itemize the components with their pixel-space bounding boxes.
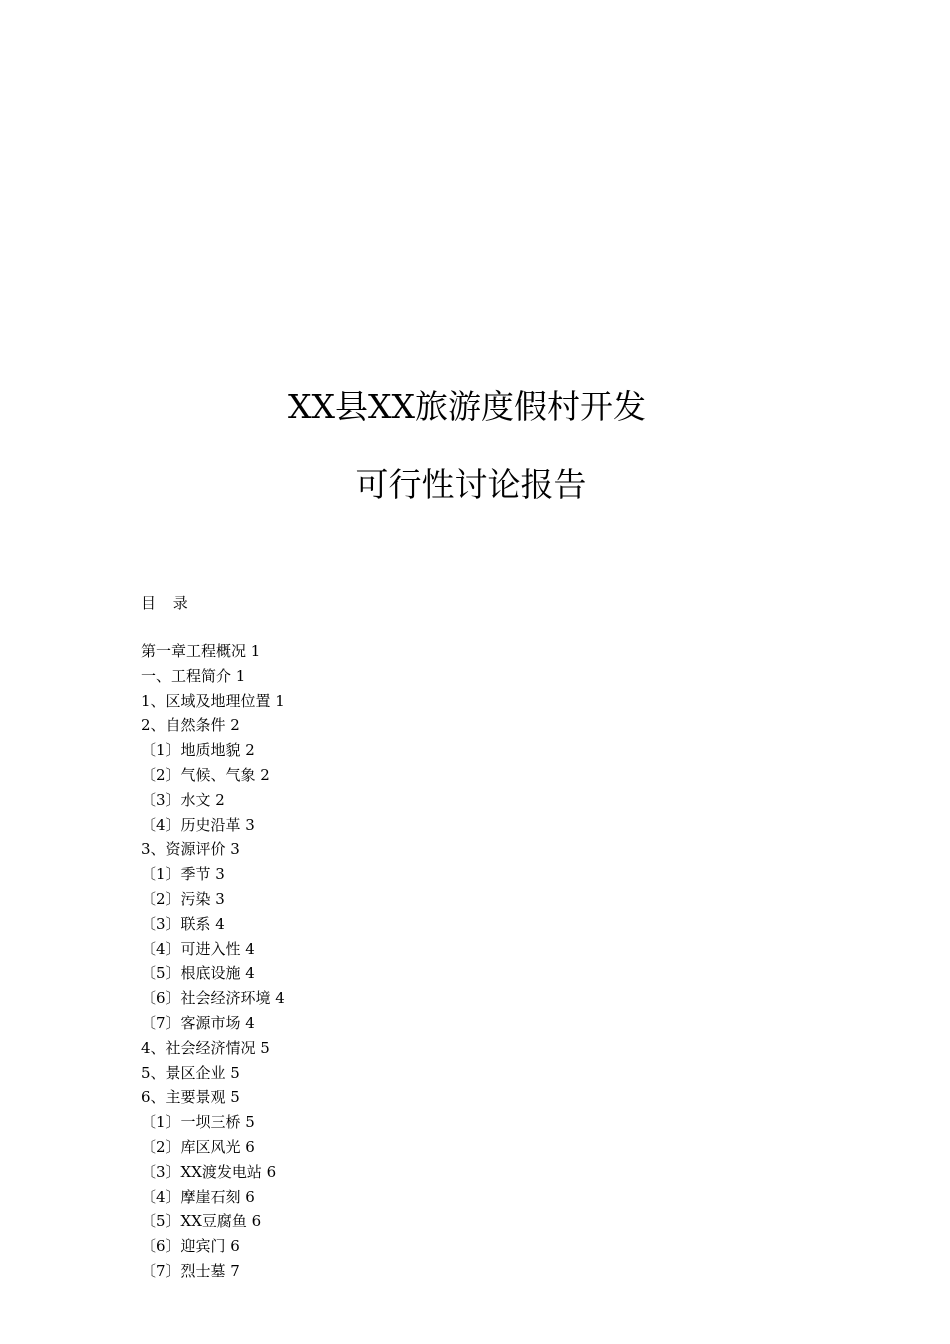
toc-entry[interactable]: 〔6〕社会经济环境 4 bbox=[141, 989, 285, 1008]
toc-entry[interactable]: 〔2〕库区风光 6 bbox=[141, 1137, 255, 1156]
toc-entry[interactable]: 6、主要景观 5 bbox=[141, 1088, 240, 1107]
table-of-contents bbox=[141, 639, 285, 1284]
toc-heading: 目 录 bbox=[141, 594, 194, 612]
toc-entry[interactable]: 4、社会经济情况 5 bbox=[141, 1038, 270, 1057]
toc-entry[interactable]: 〔5〕XX豆腐鱼 6 bbox=[141, 1212, 262, 1231]
toc-entry[interactable]: 〔3〕XX渡发电站 6 bbox=[141, 1162, 277, 1181]
toc-entry[interactable]: 〔1〕地质地貌 2 bbox=[141, 741, 255, 760]
toc-entry[interactable]: 〔2〕气候、气象 2 bbox=[141, 765, 270, 784]
toc-entry[interactable]: 2、自然条件 2 bbox=[141, 716, 240, 735]
toc-entry[interactable]: 〔1〕一坝三桥 5 bbox=[141, 1113, 255, 1132]
toc-entry[interactable]: 〔2〕污染 3 bbox=[141, 889, 225, 908]
toc-entry[interactable]: 1、区域及地理位置 1 bbox=[141, 691, 285, 710]
toc-entry[interactable]: 〔4〕历史沿革 3 bbox=[141, 815, 255, 834]
toc-entry[interactable]: 〔3〕水文 2 bbox=[141, 790, 225, 809]
toc-entry[interactable]: 〔1〕季节 3 bbox=[141, 865, 225, 884]
toc-entry[interactable]: 〔5〕根底设施 4 bbox=[141, 964, 255, 983]
toc-entry[interactable]: 第一章工程概况 1 bbox=[141, 642, 261, 660]
document-title-line-2: 可行性讨论报告 bbox=[355, 465, 587, 504]
toc-entry[interactable]: 〔4〕摩崖石刻 6 bbox=[141, 1187, 255, 1206]
toc-entry[interactable]: 〔6〕迎宾门 6 bbox=[141, 1237, 240, 1256]
toc-entry[interactable]: 〔3〕联系 4 bbox=[141, 914, 225, 933]
toc-entry[interactable]: 〔4〕可进入性 4 bbox=[141, 939, 255, 958]
document-title-line-1: XX县XX旅游度假村开发 bbox=[288, 387, 646, 426]
toc-entry[interactable]: 〔7〕烈士墓 7 bbox=[141, 1261, 240, 1280]
toc-entry[interactable]: 5、景区企业 5 bbox=[141, 1063, 240, 1082]
toc-entry[interactable]: 〔7〕客源市场 4 bbox=[141, 1013, 255, 1032]
toc-entry[interactable]: 一、工程简介 1 bbox=[141, 666, 246, 685]
toc-entry[interactable]: 3、资源评价 3 bbox=[141, 840, 240, 859]
